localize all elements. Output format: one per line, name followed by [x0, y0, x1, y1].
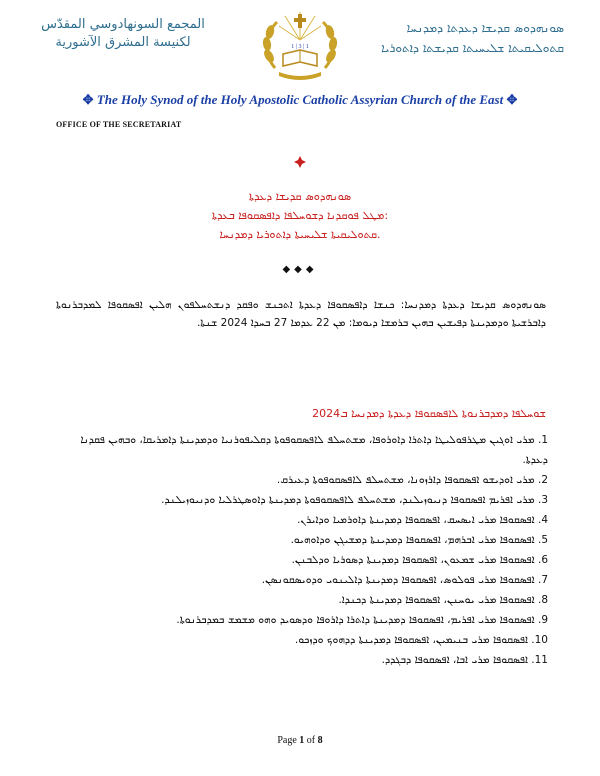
- arabic-header-line1: المجمع السونهادوسي المقدّس: [41, 17, 205, 32]
- syriac-header-line2: ܩܬܘܠܝܩܝܬܐ ܫܠܝܚܝܬܐ ܩܕܝܫܬܐ ܕܐܬܘܪܝܐ: [381, 41, 564, 55]
- synod-emblem-icon: [255, 6, 345, 86]
- list-item: 6. ܐܦܣܩܘܦܐ ܡܪܝ ܫܡܥܘܢ، ܐܦܣܩܘܦܐ ܕܡܕܝܢܬܐ ܕܣܘܪܝܐ ܘܕܠܒܢܢ.: [291, 554, 548, 566]
- list-item: 3. ܡܪܝ ܐܦܪܝܡ ܐܦܣܩܘܦܐ ܕܢܝܘܙܝܠܢܕ، ܡܫܬܚܠܦ ܠܐܦܣܩܘܦܘܬܐ ܕܡܕܝܢܬܐ ܕܐܘܣܛܪܠܝܐ ܘܕܢܝܘܙܝܠܢܕ.: [161, 494, 548, 506]
- list-item: 2. ܡܪܝ ܐܘܕܝܫܘ ܐܦܣܩܘܦܐ ܕܐܪܙܘܢܐ، ܡܫܬܚܠܦ ܠܐܦܣܩܘܦܘܬܐ ܕܥܝܪܩ.: [276, 474, 548, 486]
- title-line1: ܣܘܢܗܕܘܣ ܩܕܝܫܐ ܕܥܕܬܐ: [248, 190, 352, 203]
- english-header: [0, 92, 600, 108]
- section-heading: ܫܘܚܠܦܐ ܕܡܕܒܪܢܘܬܐ ܠܐܦܣܩܘܦܐ ܕܥܕܬܐ ܕܡܕܢܚܐ ܒ2024: [312, 407, 546, 420]
- syriac-header: [374, 18, 564, 58]
- english-header-text: The Holy Synod of the Holy Apostolic Catholic Assyrian Church of the East: [96, 92, 504, 107]
- list-item: 11. ܐܦܣܩܘܦܐ ܡܪܝ ܐܒܐ، ܐܦܣܩܘܦܐ ܕܒܓܕܕ.: [381, 654, 548, 666]
- list-item: 4. ܐܦܣܩܘܦܐ ܡܪܝ ܐܝܣܚܩ، ܐܦܣܩܘܦܐ ܕܡܕܝܢܬܐ ܕܐܘܪܡܝܐ ܘܕܐܝܪܢ.: [297, 514, 548, 526]
- intro-paragraph: ܣܘܢܗܕܘܣ ܩܕܝܫܐ ܕܥܕܬܐ ܕܡܕܢܚܐ: ܟܢܫܐ ܕܐܦܣܩܘܦܐ ܕܥܕܬܐ ܐܬܟܢܫ ܘܦܩܕ ܕܢܫܬܚܠܦܘܢ ܗܠܝܢ ܐܦܣܩܘܦܐ ܠܡܕܒܪܢܘܬܐ ܕܐܒܪܫܝܬܐ ܘܕܡܕܝܢܬܐ ܕܦܝܫܝܢ ܒܗܝܢ ܒܪܡܫܐ ܕܝܘܡܐ: ܡܢ 22 ܥܕܡܐ 27 ܒܚܕܐ 2024 ܫܢܬܐ.: [56, 299, 546, 329]
- arabic-header: [38, 16, 208, 52]
- list-item: 10. ܐܦܣܩܘܦܐ ܡܪܝ ܒܢܝܡܝܢ، ܐܦܣܩܘܦܐ ܕܡܕܝܢܬܐ ܕܕܗܘܟ ܘܕܙܟܘ.: [294, 634, 548, 646]
- page-total: 8: [317, 735, 323, 746]
- decision-list: [56, 430, 548, 670]
- emblem-text: 1 | 3 | 1: [291, 44, 309, 50]
- flourish-left-icon: ✥: [82, 92, 94, 107]
- arabic-header-line2: لكنيسة المشرق الآشورية: [55, 35, 191, 50]
- footer-prefix: Page: [277, 735, 300, 746]
- list-item: 7. ܐܦܣܩܘܦܐ ܡܪܝ ܦܘܠܘܣ، ܐܦܣܩܘܦܐ ܕܡܕܝܢܬܐ ܕܐܠܝܢܘܝ ܘܕܘܝܣܩܘܢܣܢ.: [261, 574, 548, 586]
- list-item: 1. ܡܪܝ ܐܘܓܝܢ ܡܛܪܦܘܠܝܛܐ ܕܐܬܪܐ ܕܐܘܪܘܦܐ، ܡܫܬܚܠܦ ܠܐܦܣܩܘܦܘܬܐ ܕܩܠܝܦܘܪܢܝܐ ܘܕܡܕܝܢܬܐ ܕܐܡܪܝܩܐ، ܘܒܗܝܢ ܦܩܕܢܐ ܕܥܕܬܐ.: [80, 434, 548, 466]
- page-footer: [0, 735, 600, 746]
- list-item: 9. ܐܦܣܩܘܦܐ ܡܪܝ ܐܦܪܝܡ، ܐܦܣܩܘܦܐ ܕܡܕܝܢܬܐ ܕܐܬܪܐ ܕܐܪܘܦܐ ܘܕܣܘܝܕ ܘܗܘ ܡܫܡܫ ܒܡܕܒܪܢܘܬܐ.: [176, 614, 548, 626]
- list-item: 8. ܐܦܣܩܘܦܐ ܡܪܝ ܝܘܚܢܢ، ܐܦܣܩܘܦܐ ܕܡܕܝܢܬܐ ܕܟܢܕܐ.: [338, 594, 548, 606]
- syriac-header-line1: ܣܘܢܗܕܘܣ ܩܕܝܫܐ ܕܥܕܬܐ ܕܡܕܢܚܐ: [406, 21, 564, 35]
- page-number: 1: [299, 735, 305, 746]
- title-line2: ܡܛܠ ܦܘܩܕܢܐ ܕܫܘܚܠܦܐ ܕܐܦܣܩܘܦܐ ܒܥܕܬܐ:: [211, 209, 389, 222]
- flourish-right-icon: ✥: [506, 92, 518, 107]
- footer-middle: of: [304, 735, 318, 746]
- title-line3: ܩܬܘܠܝܩܝܬܐ ܫܠܝܚܝܬܐ ܕܐܬܘܪܝܐ ܕܡܕܢܚܐ.: [219, 228, 381, 241]
- separator-diamonds: ◆◆◆: [282, 264, 318, 275]
- office-label: OFFICE OF THE SECRETARIAT: [56, 120, 182, 129]
- list-item: 5. ܐܦܣܩܘܦܐ ܡܪܝ ܐܒܪܗܡ، ܐܦܣܩܘܦܐ ܕܡܕܝܢܬܐ ܕܡܫܝܓܢ ܘܕܐܘܗܝܘ.: [290, 534, 548, 546]
- red-cross-ornament-icon: [294, 156, 306, 168]
